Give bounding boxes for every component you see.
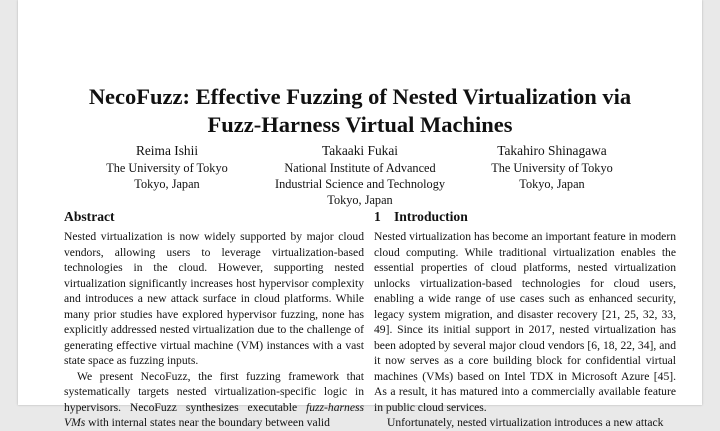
abstract-text: with internal states near the boundary between valid (85, 416, 330, 429)
author-affiliation: Industrial Science and Technology (275, 177, 445, 191)
author-affiliation: The University of Tokyo (491, 161, 613, 175)
introduction-paragraph-2: Unfortunately, nested virtualization introduces a new attack (387, 416, 664, 429)
paper-page (18, 0, 702, 429)
paper-title-line-1: NecoFuzz: Effective Fuzzing of Nested Virtualization via (88, 84, 632, 109)
abstract-column (64, 208, 364, 431)
author-location: Tokyo, Japan (134, 177, 200, 191)
author-name: Takaaki Fukai (321, 143, 399, 158)
abstract-paragraph-2 (64, 369, 364, 431)
paper-title-line-2: Fuzz-Harness Virtual Machines (207, 112, 513, 137)
introduction-heading (374, 208, 676, 225)
introduction-column (374, 208, 676, 431)
abstract-text: We present NecoFuzz, the first fuzzing framework that systematically targets nested virtualization-specific logic in hypervisors. NecoFuzz synthesizes executable (64, 369, 364, 414)
abstract-italic-term: fuzz-harness VMs (64, 400, 364, 429)
author-affiliation: The University of Tokyo (106, 161, 228, 175)
author-location: Tokyo, Japan (519, 177, 585, 191)
author-location: Tokyo, Japan (327, 193, 393, 207)
author-affiliation: National Institute of Advanced (284, 161, 436, 175)
introduction-paragraph-1: Nested virtualization has become an important feature in modern cloud computing. While traditional virtualization enables the essential properties of cloud platforms, nested virtualization unlocks virtualization-based technologies for cloud users, enabling a wide range of use cases such as enhanced security, legacy system migration, and disaster recovery [21, 25, 32, 33, 49]. Since its initial support in 2017, nested virtualization has been adopted by several major cloud vendors [6, 18, 22, 34], and it now serves as a core building block for confidential virtual machines (VMs) based on Intel TDX in Microsoft Azure [45]. As a result, it has matured into a commercially available feature in public cloud services. (374, 230, 676, 414)
abstract-heading: Abstract (64, 209, 115, 224)
section-title: Introduction (394, 209, 468, 224)
author-name: Takahiro Shinagawa (497, 143, 607, 158)
author-name: Reima Ishii (135, 143, 199, 158)
section-number: 1 (374, 209, 381, 224)
author-block-3 (438, 142, 666, 192)
abstract-paragraph-1: Nested virtualization is now widely supported by major cloud vendors, allowing users to leverage virtualization-based technologies in the cloud. However, supporting nested virtualization significantly increases host hypervisor complexity and introduces a new attack surface in cloud platforms. While many prior studies have explored hypervisor fuzzing, none has explicitly addressed nested virtualization due to the challenge of generating effective virtual machine (VM) instances with a vast state space as fuzzing inputs. (64, 230, 364, 367)
